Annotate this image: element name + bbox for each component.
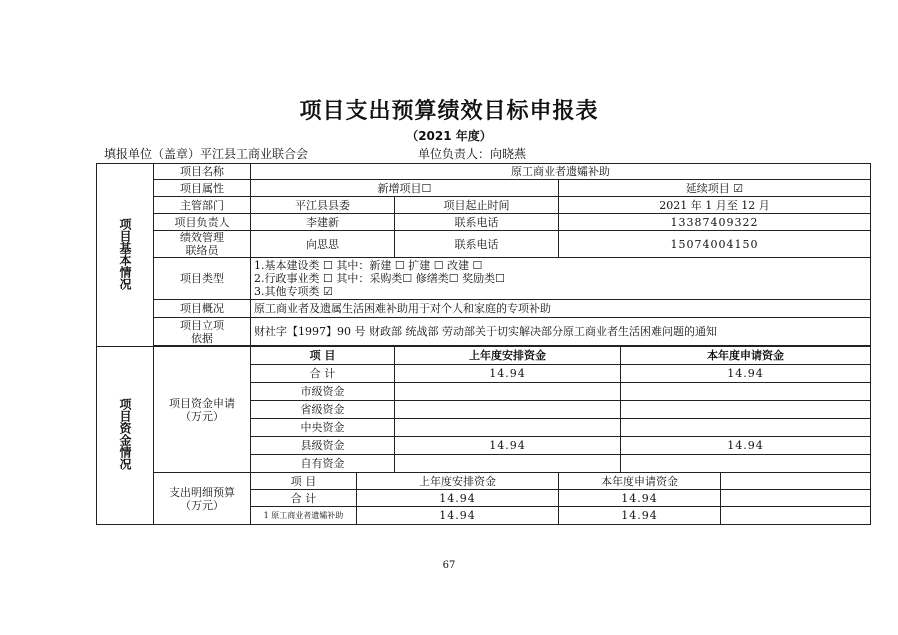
funds-col-this: 本年度申请资金 [621, 347, 871, 365]
type-line-2: 2.行政事业类 ☐ 其中：采购类☐ 修缮类☐ 奖励类☐ [254, 272, 505, 285]
funds-row-last [395, 419, 621, 437]
funds-row-this: 14.94 [621, 437, 871, 455]
row-leader [97, 214, 871, 231]
type-line-3: 3.其他专项类 ☑ [254, 285, 333, 298]
detail-budget-label: 支出明细预算 （万元） [154, 473, 251, 525]
perf-contact-label: 绩效管理 联络员 [154, 231, 251, 258]
funds-row-last: 14.94 [395, 437, 621, 455]
type-line-1: 1.基本建设类 ☐ 其中：新建 ☐ 扩建 ☐ 改建 ☐ [254, 259, 483, 272]
row-basis [97, 318, 871, 346]
attr-continue-checkbox[interactable]: 延续项目 ☑ [559, 180, 871, 197]
detail-row-last: 14.94 [357, 490, 559, 507]
funds-row-label: 合 计 [251, 365, 395, 383]
row-project-attr [97, 180, 871, 197]
year-subtitle: （2021 年度） [406, 129, 492, 143]
detail-row-empty [721, 507, 871, 525]
leader-label: 项目负责人 [154, 214, 251, 231]
perf-contact-value: 向思思 [251, 231, 395, 258]
basis-label: 项目立项 依据 [154, 318, 251, 346]
funds-row-this [621, 383, 871, 401]
detail-header-row [97, 473, 871, 490]
dept-label: 主管部门 [154, 197, 251, 214]
detail-row-this: 14.94 [559, 490, 721, 507]
project-name-value: 原工商业者遗孀补助 [251, 164, 871, 180]
detail-row-this: 14.94 [559, 507, 721, 525]
funds-row-last [395, 383, 621, 401]
basis-value: 财社字【1997】90 号 财政部 统战部 劳动部关于切实解决部分原工商业者生活困难问题的通知 [251, 318, 871, 346]
project-type-options[interactable] [251, 258, 871, 300]
funds-row-this [621, 455, 871, 473]
funds-row-label: 自有资金 [251, 455, 395, 473]
funds-section-label: 项目资金情况 [97, 347, 154, 525]
detail-col-this: 本年度申请资金 [559, 473, 721, 490]
project-type-label: 项目类型 [154, 258, 251, 300]
apply-funds-label: 项目资金申请 （万元） [154, 347, 251, 473]
row-project-type [97, 258, 871, 300]
leader-value: 李建新 [251, 214, 395, 231]
row-perf-contact [97, 231, 871, 258]
row-overview [97, 300, 871, 318]
detail-col-last: 上年度安排资金 [357, 473, 559, 490]
funds-row-last [395, 455, 621, 473]
leader-phone-value: 13387409322 [559, 214, 871, 231]
detail-row-label: 合 计 [251, 490, 357, 507]
unit-responsible-label: 单位负责人：向晓燕 [418, 147, 527, 161]
perf-phone-label: 联系电话 [395, 231, 559, 258]
funds-row-this [621, 401, 871, 419]
overview-label: 项目概况 [154, 300, 251, 318]
funds-row-this: 14.94 [621, 365, 871, 383]
period-value: 2021 年 1 月至 12 月 [559, 197, 871, 214]
row-dept [97, 197, 871, 214]
funds-row-label: 中央资金 [251, 419, 395, 437]
detail-row-empty [721, 490, 871, 507]
project-name-label: 项目名称 [154, 164, 251, 180]
page-number: 67 [442, 560, 456, 571]
funds-row-label: 市级资金 [251, 383, 395, 401]
detail-col-empty [721, 473, 871, 490]
funds-col-last: 上年度安排资金 [395, 347, 621, 365]
funds-row-label: 县级资金 [251, 437, 395, 455]
dept-value: 平江县县委 [251, 197, 395, 214]
perf-phone-value: 15074004150 [559, 231, 871, 258]
page-title: 项目支出预算绩效目标申报表 [299, 99, 599, 124]
detail-col-item: 项 目 [251, 473, 357, 490]
funds-col-item: 项 目 [251, 347, 395, 365]
attr-new-checkbox[interactable]: 新增项目☐ [251, 180, 559, 197]
period-label: 项目起止时间 [395, 197, 559, 214]
budget-form-table [96, 163, 871, 525]
fill-unit-label: 填报单位（盖章）平江县工商业联合会 [104, 147, 309, 161]
detail-row-label: 1 原工商业者遗孀补助 [251, 507, 357, 525]
project-attr-label: 项目属性 [154, 180, 251, 197]
funds-header-row [97, 347, 871, 365]
funds-row-this [621, 419, 871, 437]
funds-row-last [395, 401, 621, 419]
overview-value: 原工商业者及遗属生活困难补助用于对个人和家庭的专项补助 [251, 300, 871, 318]
funds-row-label: 省级资金 [251, 401, 395, 419]
detail-row-last: 14.94 [357, 507, 559, 525]
funds-row-last: 14.94 [395, 365, 621, 383]
basic-section-label: 项目基本情况 [97, 164, 154, 347]
leader-phone-label: 联系电话 [395, 214, 559, 231]
row-project-name [97, 164, 871, 180]
